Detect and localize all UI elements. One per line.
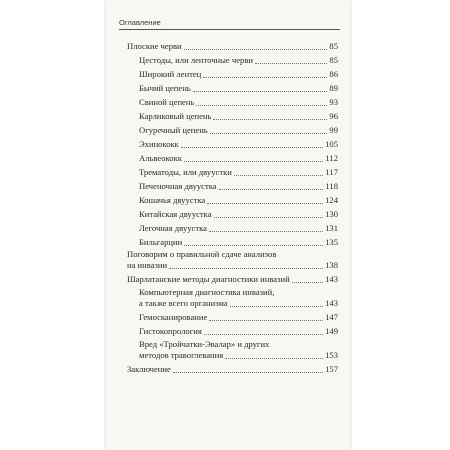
toc-page-number: 96 [329,111,338,121]
toc-entry [139,223,338,234]
toc-entry-title: Шарлатанские методы диагностики инвазий [127,274,290,284]
toc-entry [139,125,338,136]
leader-dots [209,319,323,321]
table-of-contents [106,0,350,450]
toc-entry-title: Китайская двуустка [139,209,212,219]
leader-dots [207,202,323,204]
leader-dots [292,281,323,283]
leader-dots [184,160,324,162]
running-head: Оглавление [119,18,340,30]
toc-entry-title: а также всего организма [139,298,228,308]
toc-entry [127,41,338,52]
toc-page-number: 143 [325,298,338,308]
toc-entry-title: Печеночная двуустка [139,181,217,191]
leader-dots [214,216,324,218]
toc-entry-title-line1: Вред «Тройчатки-Эвалар» и других [139,339,270,349]
toc-entry-title: Легочная двуустка [139,223,207,233]
toc-page-number: 135 [325,237,338,247]
toc-entry [127,274,338,285]
toc-page-number: 89 [329,83,338,93]
toc-page-number: 105 [325,139,338,149]
toc-entry-title: Альвеококк [139,153,182,163]
toc-entry-title: Широкий лентец [139,69,202,79]
leader-dots [181,146,323,148]
toc-entry-title: Гистокопрология [139,326,202,336]
toc-entry-title: Карликовый цепень [139,111,212,121]
leader-dots [169,267,323,269]
toc-entry-title: Заключение [127,364,171,374]
toc-entry [139,181,338,192]
toc-entry [139,195,338,206]
toc-page-number: 86 [329,69,338,79]
toc-page-number: 149 [325,326,338,336]
leader-dots [173,371,323,373]
leader-dots [234,174,324,176]
toc-entry-title: Огуречный цепень [139,125,208,135]
book-page [106,0,350,450]
toc-entry-title: Гемосканирование [139,312,208,322]
toc-page-number: 131 [325,223,338,233]
toc-entry [127,364,338,375]
toc-entry-title: Цестоды, или ленточные черви [139,55,253,65]
toc-page-number: 118 [325,181,338,191]
toc-entry-title: Трематоды, или двуустки [139,167,232,177]
toc-entry [139,139,338,150]
toc-page-number: 157 [325,364,338,374]
toc-page-number: 153 [325,350,338,360]
toc-page-number: 130 [325,209,338,219]
toc-page-number: 93 [329,97,338,107]
toc-entry [139,83,338,94]
toc-entry [139,326,338,337]
toc-entry [139,298,338,309]
leader-dots [196,104,327,106]
toc-page-number: 124 [325,195,338,205]
toc-entry [139,350,338,361]
toc-entry [139,69,338,80]
leader-dots [193,90,328,92]
leader-dots [184,48,328,50]
toc-entry [139,55,338,66]
leader-dots [230,305,323,307]
leader-dots [219,188,324,190]
leader-dots [209,230,323,232]
toc-entry-title: на инвазии [127,260,168,270]
toc-page-number: 117 [325,167,338,177]
toc-entry [139,97,338,108]
toc-entry [139,237,338,248]
leader-dots [203,76,327,78]
toc-entry [139,153,338,164]
toc-entry [139,167,338,178]
toc-page-number: 85 [329,41,338,51]
toc-page-number: 99 [329,125,338,135]
toc-page-number: 138 [325,260,338,270]
toc-entry [139,209,338,220]
toc-entry-title: Свиной цепень [139,97,195,107]
toc-entry-title: методов травоглевания [139,350,224,360]
leader-dots [210,132,328,134]
toc-page-number: 143 [325,274,338,284]
toc-entry-title: Бычий цепень [139,83,191,93]
toc-entry-title-line1: Поговорим о правильной сдаче анализов [127,249,277,259]
toc-entry-title: Эхинококк [139,139,179,149]
toc-entry-title: Бильгарции [139,237,183,247]
leader-dots [184,244,323,246]
leader-dots [255,62,327,64]
toc-page-number: 112 [325,153,338,163]
leader-dots [204,333,323,335]
toc-entry [127,260,338,271]
toc-entry-title: Плоские черви [127,41,182,51]
toc-entry [139,111,338,122]
leader-dots [213,118,327,120]
toc-page-number: 85 [329,55,338,65]
toc-entry-title: Кошачья двуустка [139,195,206,205]
leader-dots [225,357,323,359]
toc-entry [139,312,338,323]
toc-entry-title-line1: Компьютерная диагностика инвазий, [139,287,275,297]
toc-page-number: 147 [325,312,338,322]
